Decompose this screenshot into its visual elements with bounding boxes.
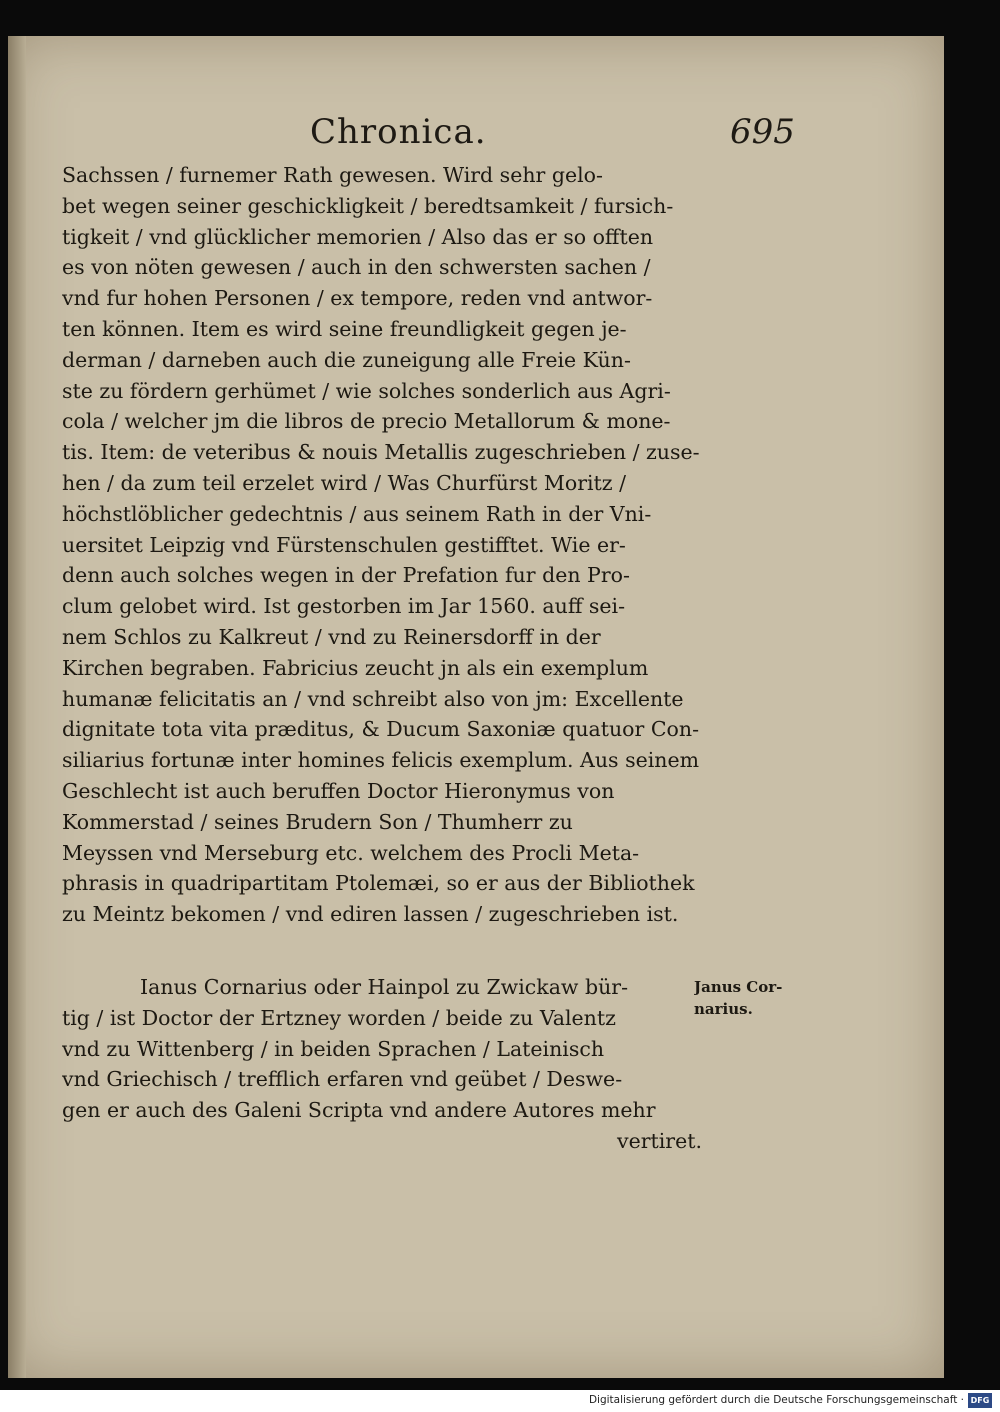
text-line: uersitet Leipzig vnd Fürstenschulen gestifftet. Wie er- [62, 532, 626, 557]
text-line: es von nöten gewesen / auch in den schwersten sachen / [62, 255, 651, 280]
text-line: hen / da zum teil erzelet wird / Was Churfürst Moritz / [62, 470, 627, 495]
text-line: humanæ felicitatis an / vnd schreibt also von jm: Excellente [62, 686, 684, 711]
funding-credit: Digitalisierung gefördert durch die Deutsche Forschungsgemeinschaft · [588, 1394, 964, 1406]
text-line: höchstlöblicher gedechtnis / aus seinem Rath in der Vni- [62, 501, 652, 526]
margin-note-line: narius. [694, 1000, 753, 1018]
entry-janus-cornarius [62, 972, 702, 1157]
text-line: Meyssen vnd Merseburg etc. welchem des Procli Meta- [62, 840, 640, 865]
dfg-logo-icon: DFG [968, 1393, 992, 1408]
running-header-title: Chronica. [310, 112, 487, 152]
text-line: tis. Item: de veteribus & nouis Metallis zugeschrieben / zuse- [62, 440, 700, 465]
text-line: denn auch solches wegen in der Prefation fur den Pro- [62, 563, 630, 588]
footer-bar [0, 1390, 1000, 1412]
text-line: vnd Griechisch / trefflich erfaren vnd geübet / Deswe- [62, 1067, 623, 1092]
text-line: Ianus Cornarius oder Hainpol zu Zwickaw bür- [140, 975, 629, 999]
page-number: 695 [730, 112, 795, 152]
text-line: clum gelobet wird. Ist gestorben im Jar 1560. auff sei- [62, 594, 626, 619]
text-line: tig / ist Doctor der Ertzney worden / beide zu Valentz [62, 1005, 616, 1030]
text-line: bet wegen seiner geschickligkeit / beredtsamkeit / fursich- [62, 193, 674, 218]
text-line: Geschlecht ist auch beruffen Doctor Hieronymus von [62, 778, 615, 803]
text-line: derman / darneben auch die zuneigung alle Freie Kün- [62, 347, 631, 372]
text-line: siliarius fortunæ inter homines felicis exemplum. Aus seinem [62, 748, 700, 773]
text-line: Kirchen begraben. Fabricius zeucht jn als ein exemplum [62, 655, 649, 680]
text-line: vertiret. [617, 1128, 702, 1153]
text-line: vnd zu Wittenberg / in beiden Sprachen / Lateinisch [62, 1036, 605, 1061]
text-line: nem Schlos zu Kalkreut / vnd zu Reinersdorff in der [62, 624, 601, 649]
text-line: zu Meintz bekomen / vnd ediren lassen / zugeschrieben ist. [62, 902, 679, 927]
main-text-block [62, 160, 702, 930]
text-line: dignitate tota vita præditus, & Ducum Saxoniæ quatuor Con- [62, 717, 700, 742]
text-line: ste zu fördern gerhümet / wie solches sonderlich aus Agri- [62, 378, 671, 403]
margin-note-line: Janus Cor- [694, 978, 783, 996]
text-line: vnd fur hohen Personen / ex tempore, reden vnd antwor- [62, 286, 653, 311]
text-line: tigkeit / vnd glücklicher memorien / Also das er so offten [62, 224, 654, 249]
text-line: cola / welcher jm die libros de precio Metallorum & mone- [62, 409, 671, 434]
text-line: Kommerstad / seines Brudern Son / Thumherr zu [62, 809, 573, 834]
page-binding-edge [8, 36, 26, 1378]
text-line: gen er auch des Galeni Scripta vnd andere Autores mehr [62, 1098, 656, 1123]
marginal-note [694, 976, 824, 1020]
text-line: Sachssen / furnemer Rath gewesen. Wird sehr gelo- [62, 163, 603, 187]
text-line: ten können. Item es wird seine freundligkeit gegen je- [62, 316, 627, 341]
text-line: phrasis in quadripartitam Ptolemæi, so er aus der Bibliothek [62, 871, 695, 896]
